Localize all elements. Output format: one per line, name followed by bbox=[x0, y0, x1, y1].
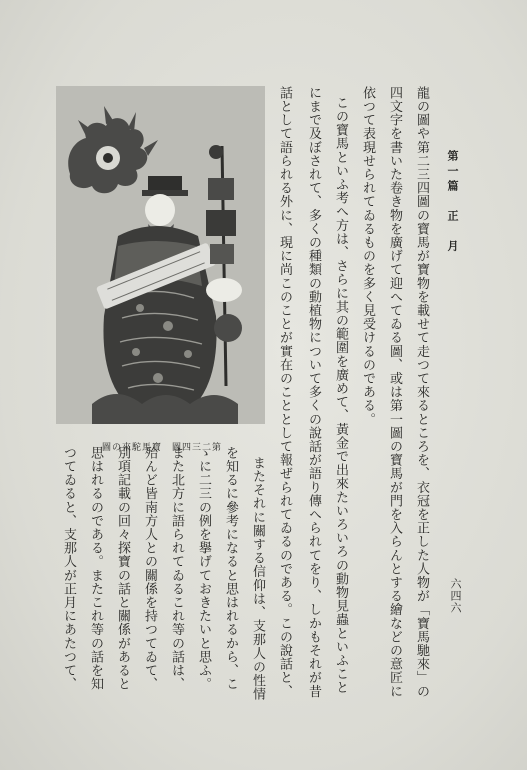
text-column: またそれに關する信仰は、支那人の性情 bbox=[250, 456, 265, 701]
text-column: にまで及ぼされて、多くの種類の動植物について多くの說話が語り傳へられてをり、しかもそれが昔 bbox=[306, 86, 321, 698]
text-column: また北方に語られてゐるこれ等の話は、 bbox=[169, 446, 184, 691]
text-column: 龍の圖や第二三四圖の寶馬が寶物を載せて走つて來るところを、衣冠を正した人物が「寶馬馳來」の bbox=[414, 86, 429, 698]
figure-caption: 圖の來駝馬寶 圖四三二第 bbox=[101, 443, 222, 453]
text-column: ゝに二三の例を擧げておきたいと思ふ。 bbox=[196, 446, 211, 691]
text-column: 別項記載の回々探寶の話と關係があると bbox=[115, 446, 130, 691]
text-column: を知るに參考になると思はれるから、こ bbox=[223, 446, 238, 691]
text-column: 四文字を書いた卷き物を廣げて迎へてゐる圖、或は第一圖の寶馬が門を入らんとする繪などの意匠に bbox=[387, 86, 402, 698]
treasure-horse-woodblock-illustration bbox=[56, 86, 265, 424]
text-column: つてゐると、支那人が正月にあたつて、 bbox=[61, 446, 76, 691]
text-column: 話として語られる外に、現に尚このことが實在のこととして報ぜられてゐるのである。この說話と、 bbox=[277, 86, 292, 698]
running-header: 第一篇 正 月 bbox=[446, 150, 459, 255]
text-column: 依つて表現せられてゐるものを多く見受けるのである。 bbox=[360, 86, 375, 426]
text-column: 殆んど皆南方人との關係を持つてゐて、 bbox=[142, 446, 157, 691]
text-column: この寶馬といふ考へ方は、さらに其の範圍を廣めて、黃金で出來たいろいろの動物見蟲といふこと bbox=[333, 96, 348, 695]
text-column: 思はれるのである。またこれ等の話を知 bbox=[88, 446, 103, 691]
page-number: 六四六 bbox=[449, 578, 462, 614]
